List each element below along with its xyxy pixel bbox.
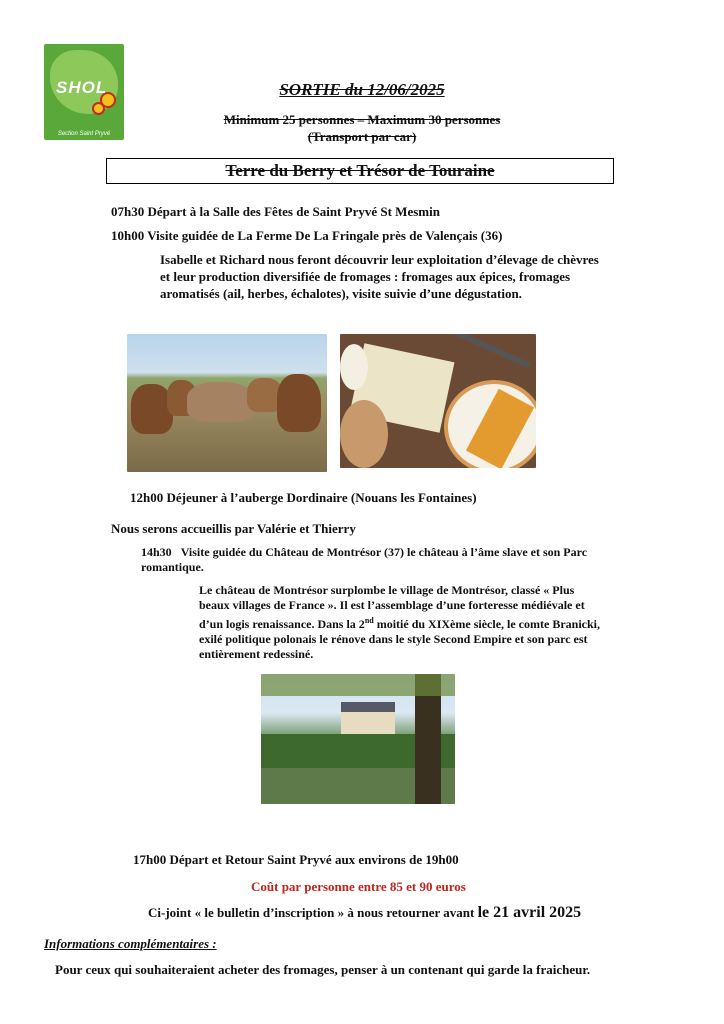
registration-text: Ci-joint « le bulletin d’inscription » à nous retourner avant xyxy=(148,905,478,920)
schedule-item-return: 17h00 Départ et Retour Saint Pryvé aux environs de 19h00 xyxy=(133,852,459,867)
transport-note: (Transport par car) xyxy=(307,129,417,144)
trip-name: Terre du Berry et Trésor de Touraine xyxy=(225,161,495,180)
castle-description xyxy=(199,583,605,662)
farm-visit-description: Isabelle et Richard nous feront découvrir leur exploitation d’élevage de chèvres et leur production diversifiée de fromages : fromages aux épices, fromages aromatisés (ail, herbes, échalotes), visite suivie d’une dégustation. xyxy=(160,252,599,301)
castle-visit-time: 14h30 xyxy=(141,545,172,559)
schedule-item-farm-visit: 10h00 Visite guidée de La Ferme De La Fringale près de Valençais (36) xyxy=(111,228,503,243)
castle-description-part1: Le château de Montrésor surplombe le village de Montrésor, classé « Plus beaux villages de France ». Il est l’assemblage d’une forteresse médiévale et d’un logis renaissance. Dans la 2 xyxy=(199,583,585,631)
logo-brand: SHOL xyxy=(56,78,108,97)
cost-note: Coût par personne entre 85 et 90 euros xyxy=(251,879,466,894)
registration-deadline: le 21 avril 2025 xyxy=(477,904,582,921)
castle-description-sup: nd xyxy=(364,616,374,625)
info-text: Pour ceux qui souhaiteraient acheter des fromages, penser à un contenant qui garde la fraicheur. xyxy=(55,962,591,977)
info-heading: Informations complémentaires : xyxy=(44,936,217,951)
schedule-item-lunch: 12h00 Déjeuner à l’auberge Dordinaire (Nouans les Fontaines) xyxy=(130,490,477,505)
castle-visit-text: Visite guidée du Château de Montrésor (37) le château à l’âme slave et son Parc romantique. xyxy=(141,545,588,574)
page-title: SORTIE du 12/06/2025 xyxy=(279,80,445,99)
trip-name-box xyxy=(106,158,614,184)
hosts-note: Nous serons accueillis par Valérie et Thierry xyxy=(111,521,356,536)
goats-photo xyxy=(127,334,327,472)
participants-note: Minimum 25 personnes – Maximum 30 personnes xyxy=(223,112,501,127)
castle-photo xyxy=(261,674,455,804)
cheese-platter-photo xyxy=(340,334,536,468)
schedule-item-castle-visit xyxy=(141,545,601,575)
registration-note xyxy=(148,904,581,922)
schedule-item-departure: 07h30 Départ à la Salle des Fêtes de Saint Pryvé St Mesmin xyxy=(111,204,440,219)
castle-description-part2: moitié du XIXème siècle, le comte Branicki, exilé politique polonais le rénove dans le style Second Empire et son parc est entièrement redessiné. xyxy=(199,617,600,661)
logo-subtitle: Section Saint Pryvé xyxy=(57,131,111,137)
